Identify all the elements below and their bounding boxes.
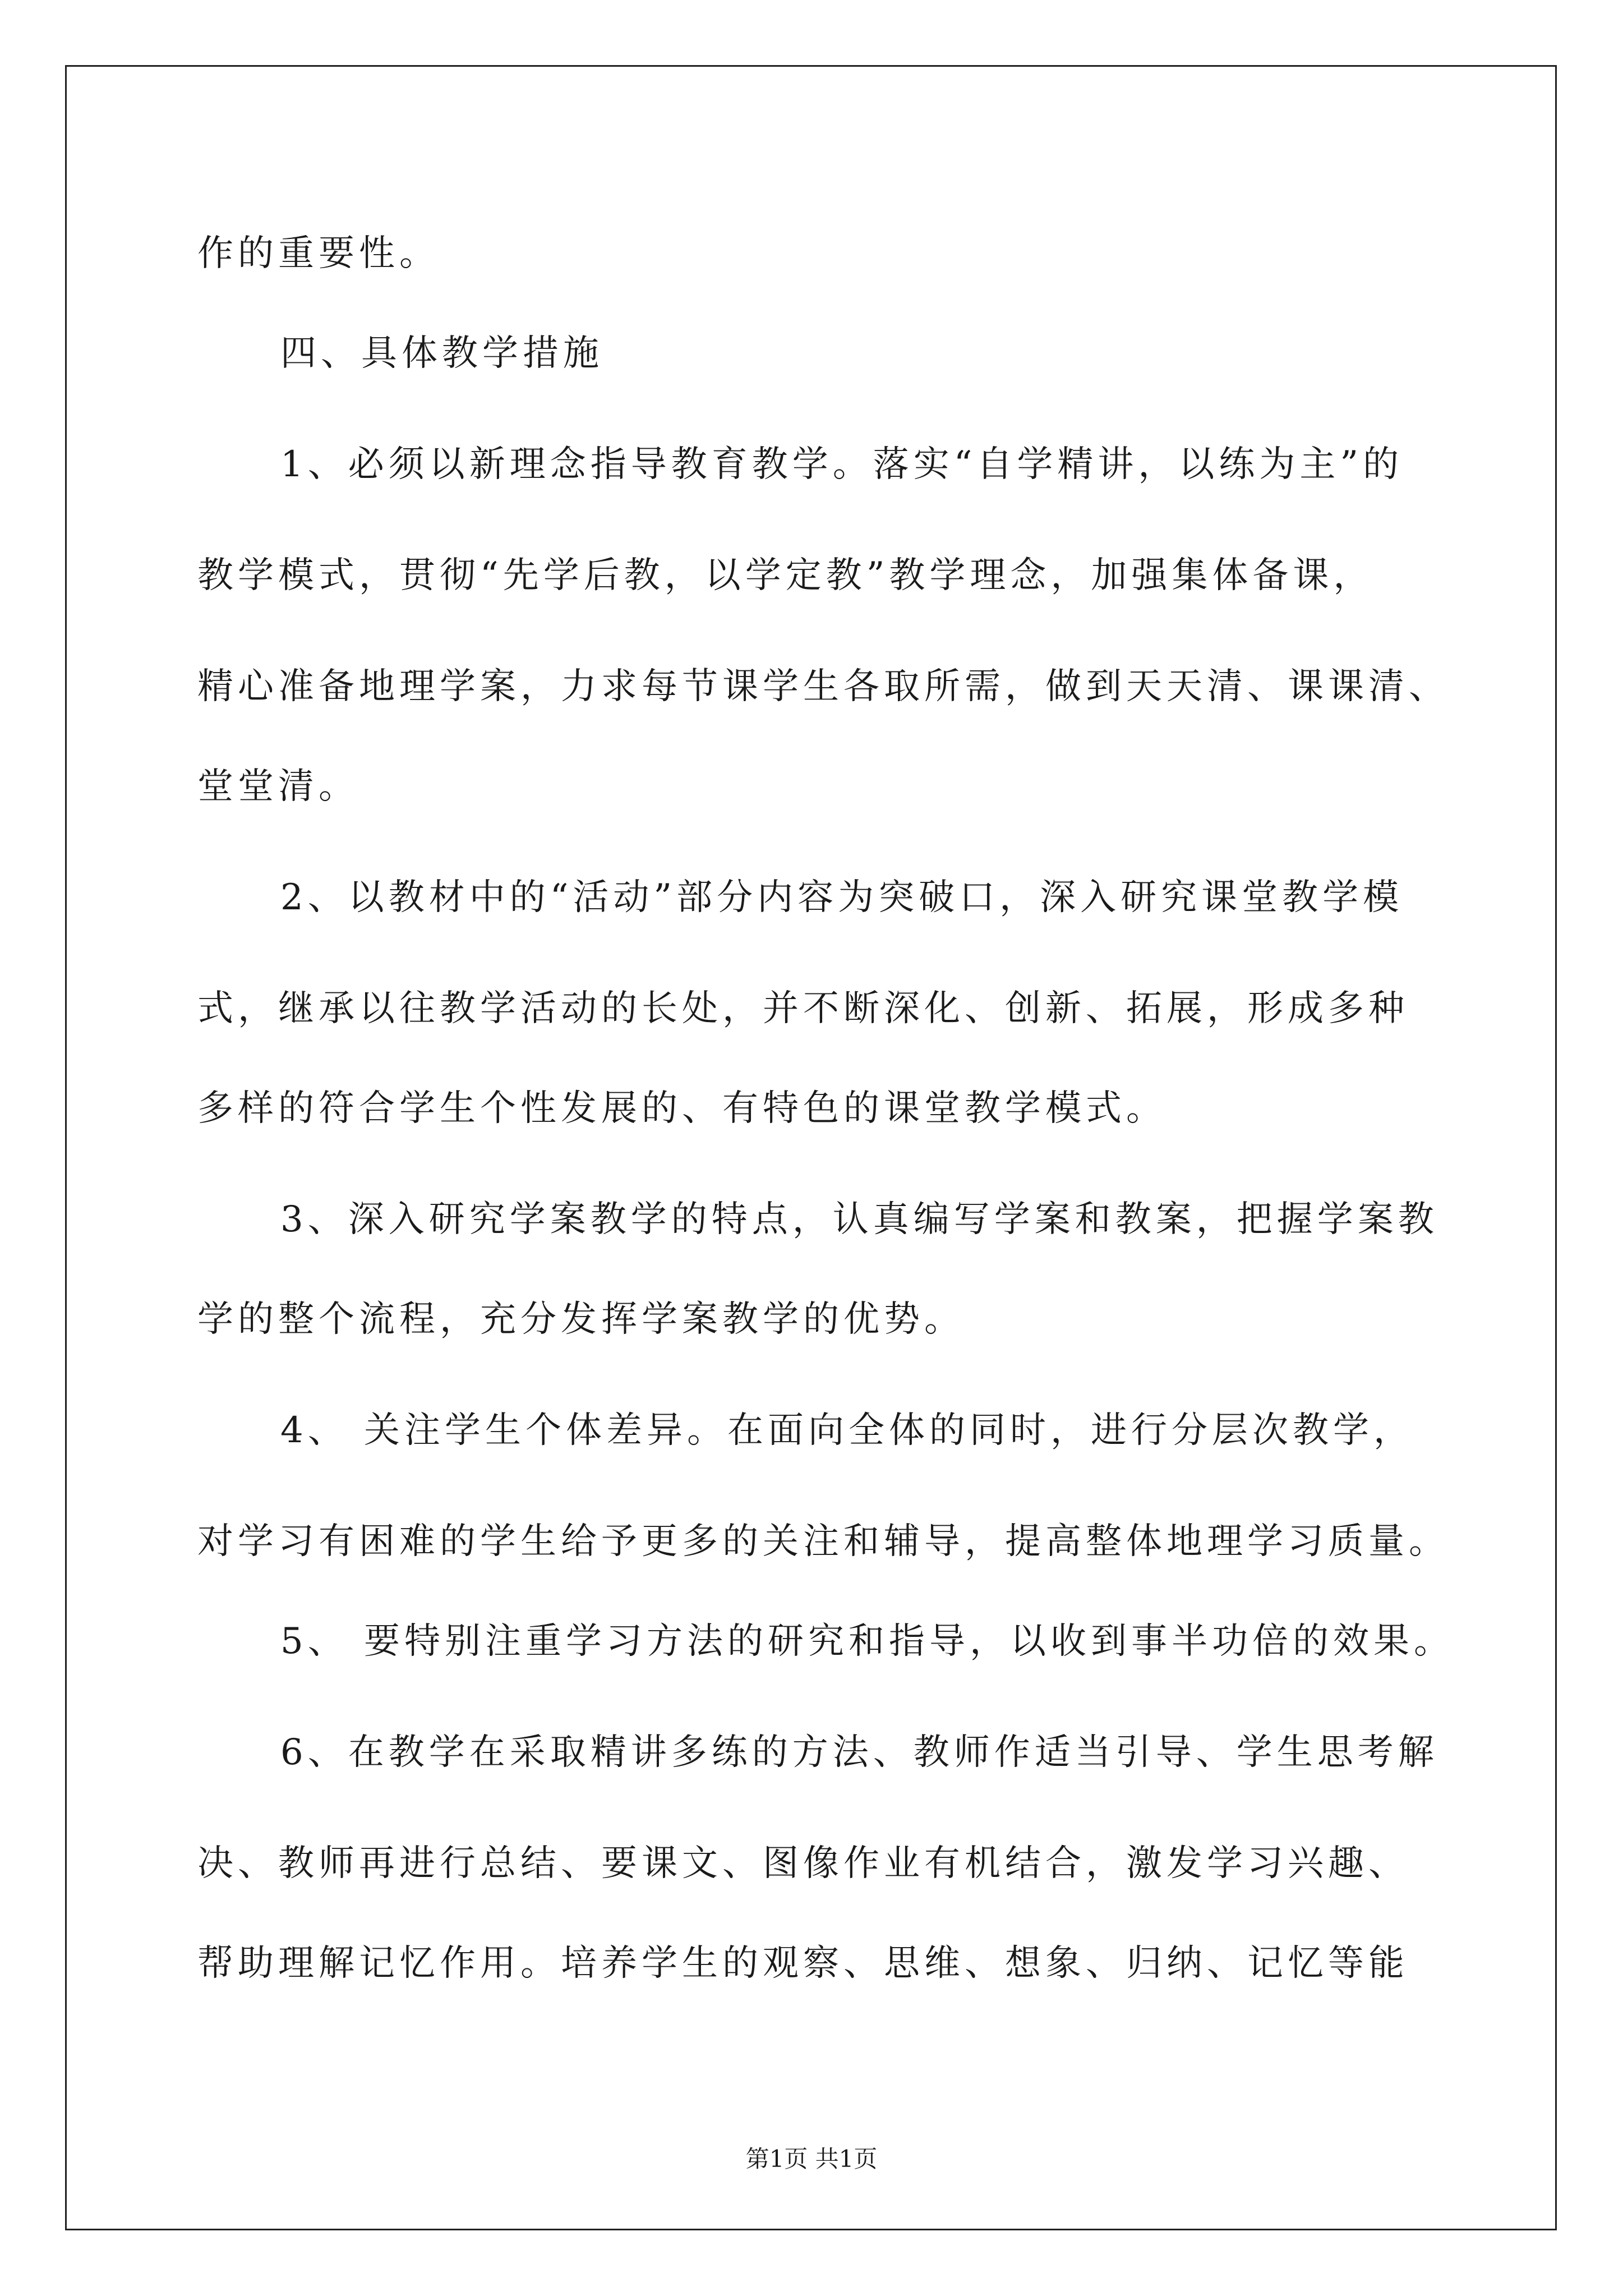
text-line: 堂堂清。 [197,766,359,807]
text-line: 4、 关注学生个体差异。在面向全体的同时，进行分层次教学， [280,1410,1414,1451]
page-border [65,65,1557,2230]
section-heading: 四、具体教学措施 [280,333,603,374]
text-line: 精心准备地理学案，力求每节课学生各取所需，做到天天清、课课清、 [197,666,1449,707]
text-line: 1、必须以新理念指导教育教学。落实“自学精讲，以练为主”的 [280,444,1404,485]
text-line: 帮助理解记忆作用。培养学生的观察、思维、想象、归纳、记忆等能 [197,1943,1409,1984]
text-line: 2、以教材中的“活动”部分内容为突破口，深入研究课堂教学模 [280,877,1404,918]
text-line: 式，继承以往教学活动的长处，并不断深化、创新、拓展，形成多种 [197,988,1409,1029]
text-line: 学的整个流程，充分发挥学案教学的优势。 [197,1299,965,1340]
text-line: 对学习有困难的学生给予更多的关注和辅导，提高整体地理学习质量。 [197,1521,1449,1562]
text-line: 作的重要性。 [197,233,440,274]
page-footer: 第1页 共1页 [745,2145,878,2173]
text-line: 教学模式，贯彻“先学后教，以学定教”教学理念，加强集体备课， [197,555,1374,596]
text-line: 5、 要特别注重学习方法的研究和指导，以收到事半功倍的效果。 [280,1621,1455,1662]
text-line: 决、教师再进行总结、要课文、图像作业有机结合，激发学习兴趣、 [197,1843,1409,1884]
text-line: 3、深入研究学案教学的特点，认真编写学案和教案，把握学案教 [280,1199,1438,1240]
text-line: 6、在教学在采取精讲多练的方法、教师作适当引导、学生思考解 [280,1732,1438,1773]
text-line: 多样的符合学生个性发展的、有特色的课堂教学模式。 [197,1088,1166,1129]
